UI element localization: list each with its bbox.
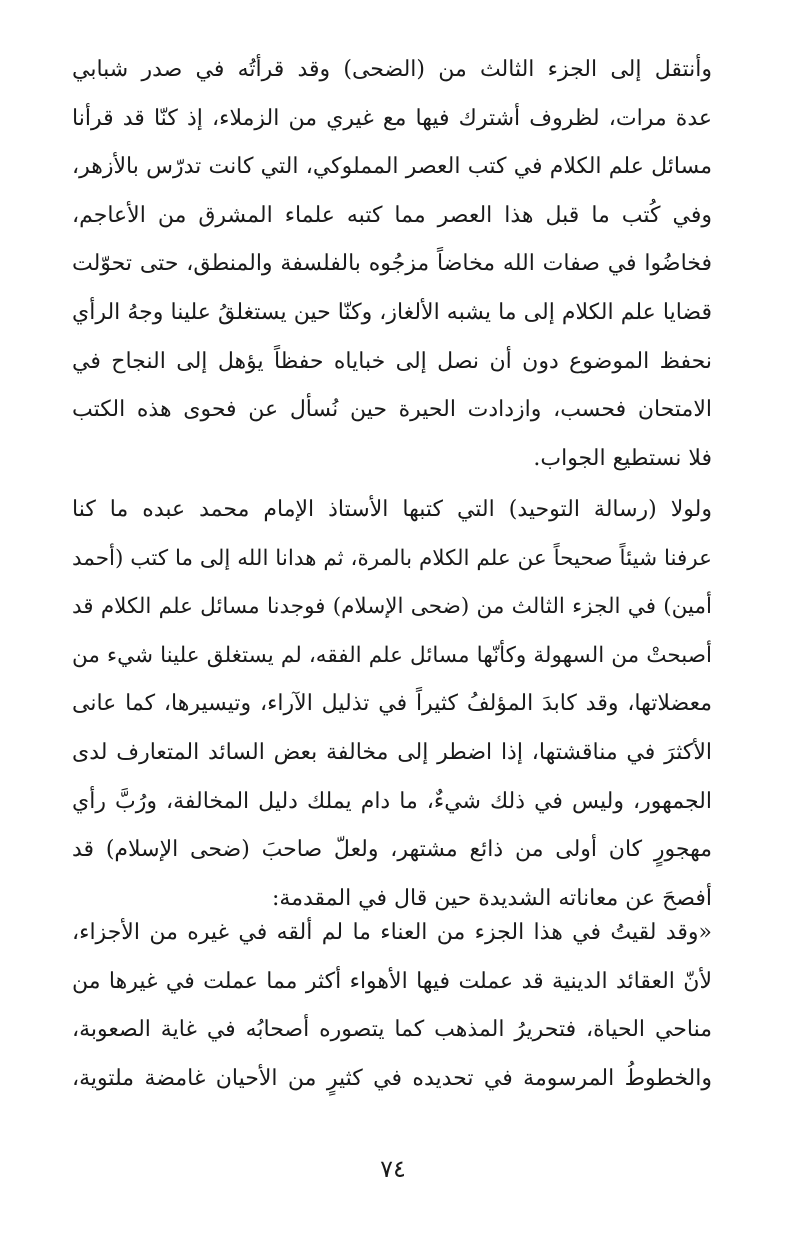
text-line: والخطوطُ المرسومة في تحديده في كثيرٍ من الأحيان غامضة ملتوية، <box>72 1065 712 1091</box>
text-line: مسائل علم الكلام في كتب العصر المملوكي، التي كانت تدرّس بالأزهر، <box>72 154 712 180</box>
text-line: أفصحَ عن معاناته الشديدة حين قال في المقدمة: <box>271 885 712 911</box>
text-line: فخاضُوا في صفات الله مخاضاً مزجُوه بالفلسفة والمنطق، حتى تحوّلت <box>72 251 712 277</box>
text-line: أصبحتْ من السهولة وكأنّها مسائل علم الفقه، لم يستغلق علينا شيء من <box>72 642 712 668</box>
text-line: فلا نستطيع الجواب. <box>533 445 712 471</box>
text-line: الجمهور، وليس في ذلك شيءٌ، ما دام يملك دليل المخالفة، ورُبَّ رأي <box>72 788 712 814</box>
text-line: لأنّ العقائد الدينية قد عملت فيها الأهواء أكثر مما عملت في غيرها من <box>72 968 712 994</box>
text-line: الامتحان فحسب، وازدادت الحيرة حين نُسأل عن فحوى هذه الكتب <box>72 397 712 423</box>
text-line: معضلاتها، وقد كابدَ المؤلفُ كثيراً في تذليل الآراء، وتيسيرها، كما عانى <box>72 691 712 717</box>
text-line: «وقد لقيتُ في هذا الجزء من العناء ما لم ألقه في غيره من الأجزاء، <box>72 920 712 945</box>
text-line: نحفظ الموضوع دون أن نصل إلى خباياه حفظاً يؤهل إلى النجاح في <box>72 348 712 374</box>
text-line: عدة مرات، لظروف أشترك فيها مع غيري من الزملاء، إذ كنّا قد قرأنا <box>72 105 712 131</box>
text-line: وأنتقل إلى الجزء الثالث من (الضحى) وقد قرأتُه في صدر شبابي <box>72 57 712 82</box>
text-line: عرفنا شيئاً صحيحاً عن علم الكلام بالمرة، ثم هدانا الله إلى ما كتب (أحمد <box>72 545 712 571</box>
text-line: أمين) في الجزء الثالث من (ضحى الإسلام) فوجدنا مسائل علم الكلام قد <box>72 594 712 620</box>
text-line: مناحي الحياة، فتحريرُ المذهب كما يتصوره أصحابُه في غاية الصعوبة، <box>72 1017 712 1043</box>
text-line: وفي كُتب ما قبل هذا العصر مما كتبه علماء المشرق من الأعاجم، <box>72 202 712 228</box>
paragraph-3-quote <box>72 909 712 1103</box>
text-line: مهجورٍ كان أولى من ذائع مشتهر، ولعلّ صاحبَ (ضحى الإسلام) قد <box>72 837 712 863</box>
page-number: ٧٤ <box>380 1155 406 1183</box>
book-page <box>72 46 712 1196</box>
text-line: ولولا (رسالة التوحيد) التي كتبها الأستاذ الإمام محمد عبده ما كنا <box>72 497 712 522</box>
paragraph-1 <box>72 46 712 483</box>
text-line: قضايا علم الكلام إلى ما يشبه الألغاز، وكنّا حين يستغلقُ علينا وجهُ الرأي <box>72 299 712 325</box>
text-line: الأكثرَ في مناقشتها، إذا اضطر إلى مخالفة بعض السائد المتعارف لدى <box>72 739 712 765</box>
paragraph-2 <box>72 486 712 923</box>
